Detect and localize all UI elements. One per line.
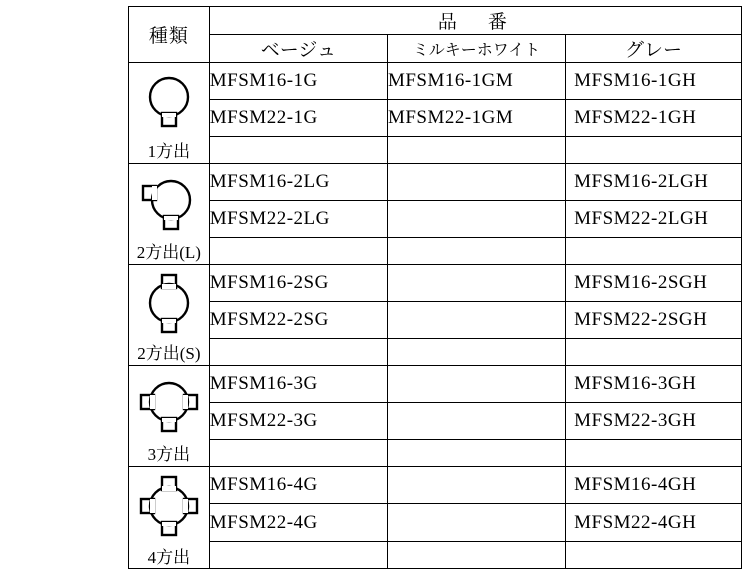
spacer-cell-milky bbox=[387, 137, 565, 164]
part-number-beige: MFSM16-3G bbox=[209, 366, 387, 403]
header-hinban: 品 番 bbox=[209, 7, 741, 35]
spacer-cell-gray bbox=[566, 339, 742, 366]
part-number-gray: MFSM16-3GH bbox=[566, 366, 742, 403]
parts-number-table bbox=[128, 6, 742, 569]
part-number-milky: MFSM16-1GM bbox=[387, 63, 565, 100]
spacer-cell-gray bbox=[566, 238, 742, 265]
kind-label: 4方出 bbox=[147, 548, 191, 567]
table-row-spacer bbox=[129, 440, 742, 467]
table-row-spacer bbox=[129, 238, 742, 265]
part-number-milky bbox=[387, 403, 565, 440]
table-row-spacer bbox=[129, 339, 742, 366]
table-row bbox=[129, 164, 742, 201]
spacer-cell-gray bbox=[566, 137, 742, 164]
table-header-row-2 bbox=[129, 35, 742, 63]
table-row bbox=[129, 504, 742, 541]
part-number-milky bbox=[387, 201, 565, 238]
two-way-s-box-icon bbox=[138, 273, 200, 335]
spacer-cell-milky bbox=[387, 238, 565, 265]
table-row-spacer bbox=[129, 137, 742, 164]
part-number-milky bbox=[387, 302, 565, 339]
table-row bbox=[129, 302, 742, 339]
kind-label: 1方出 bbox=[147, 141, 191, 161]
one-way-box-icon bbox=[138, 71, 200, 133]
part-number-beige: MFSM22-2SG bbox=[209, 302, 387, 339]
part-number-gray: MFSM22-1GH bbox=[566, 100, 742, 137]
header-col-beige: ベージュ bbox=[209, 35, 387, 63]
spacer-cell-milky bbox=[387, 440, 565, 467]
part-number-gray: MFSM22-3GH bbox=[566, 403, 742, 440]
part-number-beige: MFSM22-4G bbox=[209, 504, 387, 541]
part-number-beige: MFSM16-1G bbox=[209, 63, 387, 100]
table-row bbox=[129, 100, 742, 137]
part-number-milky: MFSM22-1GM bbox=[387, 100, 565, 137]
part-number-milky bbox=[387, 504, 565, 541]
two-way-l-box-icon bbox=[138, 172, 200, 234]
table-row bbox=[129, 403, 742, 440]
kind-cell-one-way bbox=[129, 63, 210, 164]
part-number-beige: MFSM22-3G bbox=[209, 403, 387, 440]
four-way-box-icon bbox=[136, 473, 202, 539]
table-row-spacer bbox=[129, 541, 742, 568]
table-header-row-1 bbox=[129, 7, 742, 35]
table-row bbox=[129, 63, 742, 100]
spacer-cell-beige bbox=[209, 440, 387, 467]
part-number-milky bbox=[387, 467, 565, 504]
spacer-cell-beige bbox=[209, 339, 387, 366]
part-number-beige: MFSM16-4G bbox=[209, 467, 387, 504]
part-number-gray: MFSM16-2SGH bbox=[566, 265, 742, 302]
part-number-gray: MFSM22-2SGH bbox=[566, 302, 742, 339]
part-number-beige: MFSM16-2SG bbox=[209, 265, 387, 302]
table-row bbox=[129, 201, 742, 238]
part-number-gray: MFSM22-4GH bbox=[566, 504, 742, 541]
part-number-beige: MFSM22-1G bbox=[209, 100, 387, 137]
spacer-cell-milky bbox=[387, 339, 565, 366]
part-number-milky bbox=[387, 164, 565, 201]
table-row bbox=[129, 265, 742, 302]
header-col-milky: ミルキーホワイト bbox=[387, 35, 565, 63]
spacer-cell-beige bbox=[209, 137, 387, 164]
spacer-cell-milky bbox=[387, 541, 565, 568]
spacer-cell-gray bbox=[566, 541, 742, 568]
spacer-cell-gray bbox=[566, 440, 742, 467]
table-row bbox=[129, 467, 742, 504]
part-number-gray: MFSM16-1GH bbox=[566, 63, 742, 100]
kind-label: 2方出(L) bbox=[136, 242, 201, 262]
header-kind: 種類 bbox=[129, 7, 210, 63]
header-col-gray: グレー bbox=[566, 35, 742, 63]
kind-cell-four-way bbox=[129, 467, 210, 569]
spacer-cell-beige bbox=[209, 541, 387, 568]
part-number-gray: MFSM16-2LGH bbox=[566, 164, 742, 201]
part-number-beige: MFSM16-2LG bbox=[209, 164, 387, 201]
kind-cell-two-way-l bbox=[129, 164, 210, 265]
table-row bbox=[129, 366, 742, 403]
part-number-beige: MFSM22-2LG bbox=[209, 201, 387, 238]
kind-label: 2方出(S) bbox=[137, 343, 201, 363]
spacer-cell-beige bbox=[209, 238, 387, 265]
part-number-milky bbox=[387, 366, 565, 403]
part-number-gray: MFSM16-4GH bbox=[566, 467, 742, 504]
three-way-box-icon bbox=[136, 374, 202, 436]
kind-label: 3方出 bbox=[147, 444, 191, 464]
part-number-gray: MFSM22-2LGH bbox=[566, 201, 742, 238]
part-number-milky bbox=[387, 265, 565, 302]
kind-cell-two-way-s bbox=[129, 265, 210, 366]
kind-cell-three-way bbox=[129, 366, 210, 467]
